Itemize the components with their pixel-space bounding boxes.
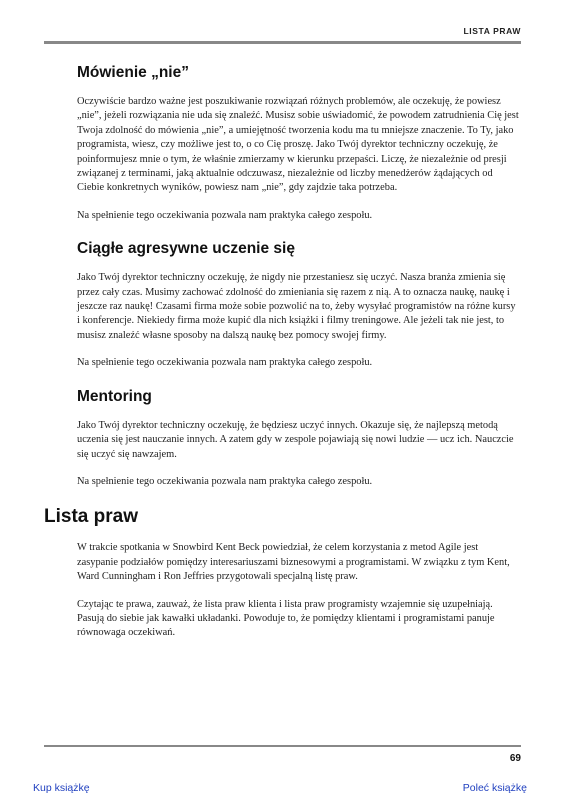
- section-ciagle-uczenie: [77, 240, 521, 370]
- top-rule: [44, 41, 521, 44]
- paragraph: Na spełnienie tego oczekiwania pozwala nam praktyka całego zespołu.: [77, 357, 373, 369]
- section-heading: Mówienie „nie”: [77, 64, 189, 81]
- paragraph: Na spełnienie tego oczekiwania pozwala nam praktyka całego zespołu.: [77, 209, 373, 221]
- page-number: 69: [509, 753, 521, 764]
- paragraph: Jako Twój dyrektor techniczny oczekuję, że nigdy nie przestaniesz się uczyć. Nasza branża zmienia się przez cały czas. Musimy zachować zdolność do zmieniania się razem z nią. A to oznacza naukę, naukę i jeszcze raz naukę! Czasami firma może sobie pozwolić na to, żeby wysyłać programistów na różne kursy i konferencje. Niekiedy firma może kupić dla nich książki i filmy treningowe. Ale jeżeli tak nie jest, to musisz znaleźć własne sposoby na dalszą naukę bez pomocy swojej firmy.: [77, 272, 516, 341]
- paragraph: Czytając te prawa, zauważ, że lista praw klienta i lista praw programisty wzajemnie się uzupełniają. Pasują do siebie jak kawałki układanki. Powoduje to, że pomiędzy klientami i programistami panuje równowaga oczekiwań.: [77, 598, 495, 639]
- chapter-heading: Lista praw: [44, 506, 138, 528]
- section-heading: Mentoring: [77, 387, 152, 405]
- chapter-heading-wrap: [44, 506, 521, 528]
- paragraph: Na spełnienie tego oczekiwania pozwala nam praktyka całego zespołu.: [77, 475, 373, 487]
- recommend-book-link[interactable]: Poleć książkę: [462, 782, 527, 794]
- running-head: LISTA PRAW: [463, 26, 521, 36]
- buy-book-link[interactable]: Kup książkę: [33, 782, 90, 794]
- section-mentoring: [77, 388, 521, 490]
- bottom-rule: [44, 745, 521, 747]
- paragraph: W trakcie spotkania w Snowbird Kent Beck powiedział, że celem korzystania z metod Agile jest zasypanie podziałów pomiędzy interesariuszami biznesowymi a programistami. W związku z tym Kent, Ward Cunningham i Ron Jeffries przygotowali specjalną listę praw.: [77, 542, 510, 583]
- page-content: [44, 64, 521, 654]
- paragraph: Oczywiście bardzo ważne jest poszukiwanie rozwiązań różnych problemów, ale oczekuję, że powiesz „nie”, jeżeli rozwiązania nie uda się znaleźć. Musisz sobie uświadomić, że powodem zatrudnienia Cię jest Twoja zdolność do mówienia „nie”, a umiejętność tworzenia kodu ma tu mniejsze znaczenie. To Ty, jako programista, wiesz, czy możliwe jest to, o co Cię proszę. Jako Twój dyrektor techniczny oczekuję, że poinformujesz mnie o tym, że właśnie zmierzamy w kierunku przepaści. Liczę, że niezależnie od presji związanej z terminami, jaką aktualnie odczuwasz, niezależnie od liczby menedżerów żądających od Ciebie konkretnych wyników, powiesz nam „nie”, gdy zajdzie taka potrzeba.: [77, 96, 519, 194]
- section-heading: Ciągłe agresywne uczenie się: [77, 240, 295, 258]
- section-mowienie-nie: [77, 64, 521, 223]
- paragraph: Jako Twój dyrektor techniczny oczekuję, że będziesz uczyć innych. Okazuje się, że najlepszą metodą uczenia się jest nauczanie innych. A zatem gdy w zespole pojawiają się nowi ludzie — ucz ich. Nauczcie się uczyć się nawzajem.: [77, 419, 514, 460]
